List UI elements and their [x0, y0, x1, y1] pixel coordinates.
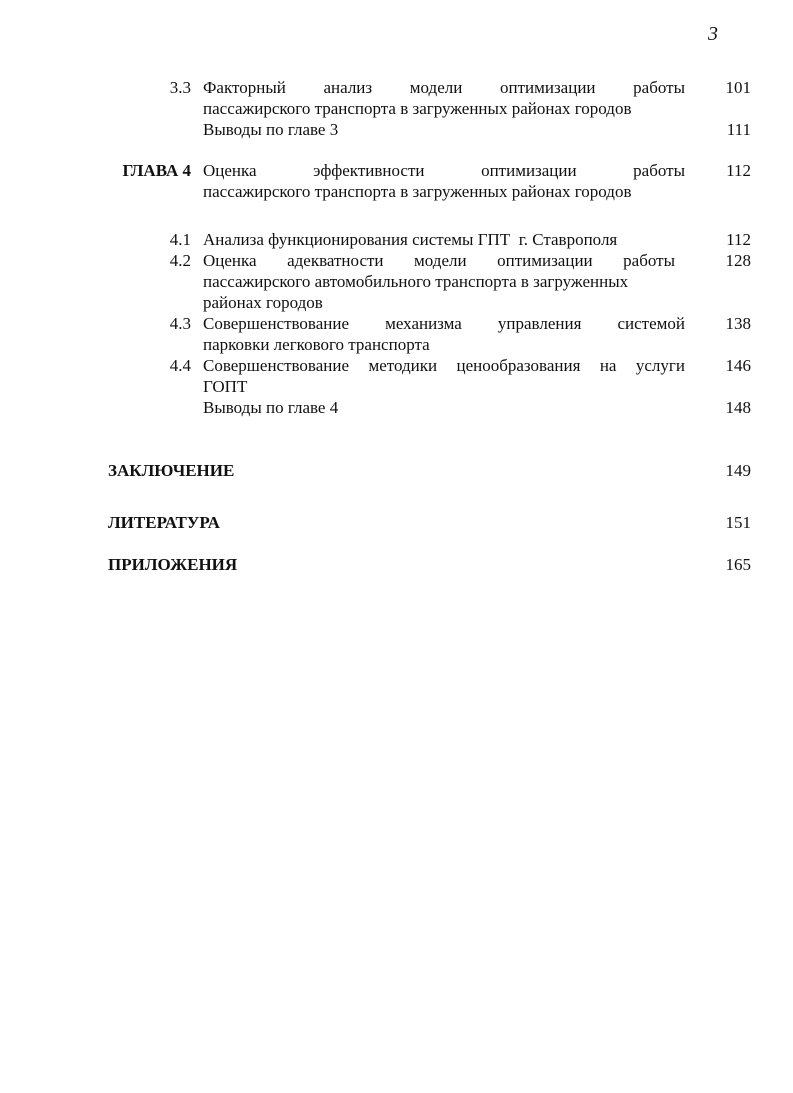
toc-title-line: пассажирского транспорта в загруженных районах городов: [203, 182, 632, 201]
toc-title-line: Оценка адекватности модели оптимизации работы: [203, 251, 675, 270]
toc-number: 4.3: [169, 314, 191, 333]
toc-title: [203, 397, 685, 418]
toc-section-title: ЗАКЛЮЧЕНИЕ: [108, 461, 235, 480]
toc-number: 3.3: [169, 78, 191, 97]
toc-title: [203, 119, 685, 140]
toc-section-title: ПРИЛОЖЕНИЯ: [108, 555, 238, 574]
toc-title-line: районах городов: [203, 293, 323, 312]
toc-title: [203, 313, 685, 355]
toc-title-line: Совершенствование методики ценообразования на услуги: [203, 356, 685, 375]
toc-title-line: ГОПТ: [203, 377, 248, 396]
toc-title-line: Выводы по главе 3: [203, 120, 339, 139]
toc-page-number: 101: [725, 78, 751, 97]
toc-page-number: 112: [726, 161, 751, 180]
toc-title-line: Факторный анализ модели оптимизации работы: [203, 78, 685, 97]
toc-title-line: пассажирского транспорта в загруженных районах городов: [203, 99, 632, 118]
toc-page-number: 146: [725, 356, 751, 375]
toc-page-number: 128: [725, 251, 751, 270]
toc-page-number: 138: [725, 314, 751, 333]
toc-number: 4.4: [169, 356, 191, 375]
toc-page-number: 165: [725, 555, 751, 574]
toc-title: [203, 355, 685, 397]
toc-title: [203, 229, 685, 250]
toc-title-line: Анализа функционирования системы ГПТ г. Ставрополя: [203, 230, 618, 249]
toc-section-title: ЛИТЕРАТУРА: [108, 513, 220, 532]
toc-title-line: парковки легкового транспорта: [203, 335, 430, 354]
toc-page-number: 148: [725, 398, 751, 417]
toc-title-line: пассажирского автомобильного транспорта в загруженных: [203, 272, 629, 291]
toc-title-line: Оценка эффективности оптимизации работы: [203, 161, 685, 180]
toc-page-number: 151: [725, 513, 751, 532]
toc-page-number: 112: [726, 230, 751, 249]
toc-number: 4.2: [169, 251, 191, 270]
toc-chapter-label: ГЛАВА 4: [122, 161, 191, 180]
toc-title: [203, 250, 675, 313]
toc-number: 4.1: [169, 230, 191, 249]
toc-page-number: 111: [726, 120, 751, 139]
toc-page-number: 149: [725, 461, 751, 480]
toc-title-line: Совершенствование механизма управления системой: [203, 314, 685, 333]
handwritten-page-mark: 3: [708, 23, 718, 45]
toc-title: [203, 77, 685, 119]
toc-title-line: Выводы по главе 4: [203, 398, 339, 417]
toc-title: [203, 160, 685, 202]
